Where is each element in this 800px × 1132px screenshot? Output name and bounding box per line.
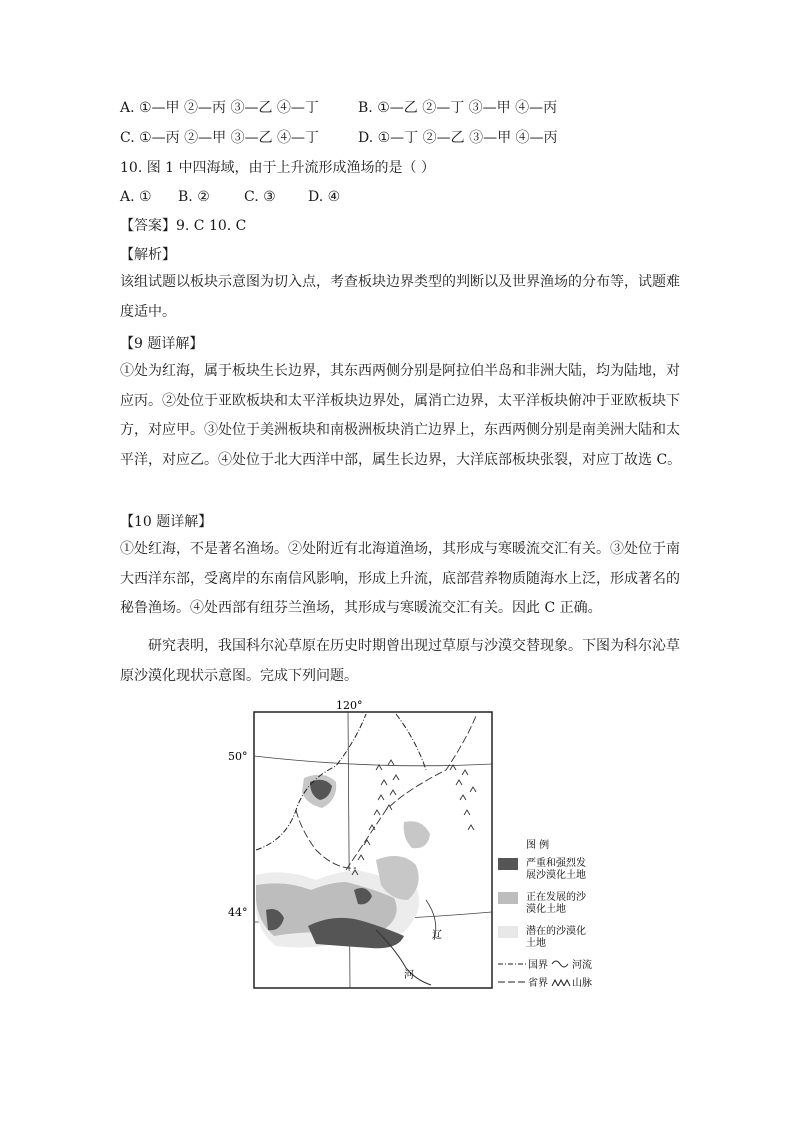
legend-mountain-symbol	[552, 980, 570, 986]
q10-option-c: C. ③	[244, 189, 276, 205]
legend-label-mountain: 山脉	[572, 978, 592, 989]
legend-label-potential-1: 潜在的沙漠化	[526, 926, 586, 937]
legend-label-developing-2: 漠化土地	[526, 904, 566, 915]
answer-line: 【答案】9. C 10. C	[120, 218, 247, 234]
q10-option-a: A. ①	[120, 189, 152, 205]
q9-option-a: A. ①—甲 ②—丙 ③—乙 ④—丁	[120, 100, 319, 116]
q10-option-b: B. ②	[178, 189, 210, 205]
intro-paragraph: 研究表明，我国科尔沁草原在历史时期曾出现过草原与沙漠交替现象。下图为科尔沁草原沙漠化现状示意图。完成下列问题。	[120, 638, 680, 684]
q9-detail-text: ①处为红海，属于板块生长边界，其东西两侧分别是阿拉伯半岛和非洲大陆，均为陆地，对应丙。②处位于亚欧板块和太平洋板块边界处，属消亡边界，太平洋板块俯冲于亚欧板块下方，对应甲。③处位于美洲板块和南极洲板块消亡边界上，东西两侧分别是南美洲大陆和太平洋，对应乙。④处位于北大西洋中部，属生长边界，大洋底部板块张裂，对应丁故选 C。	[120, 363, 682, 468]
q10-stem: 10. 图 1 中四海域，由于上升流形成渔场的是（ ）	[120, 160, 435, 176]
legend-river-symbol	[552, 961, 568, 967]
q9-option-c: C. ①—丙 ②—甲 ③—乙 ④—丁	[120, 130, 320, 146]
legend-label-river: 河流	[572, 960, 592, 971]
legend-title: 图 例	[526, 840, 550, 851]
q9-option-b: B. ①—乙 ②—丁 ③—甲 ④—丙	[358, 100, 558, 116]
legend-label-potential-2: 土地	[526, 938, 546, 949]
longitude-label: 120°	[336, 700, 363, 712]
q9-option-d: D. ①—丁 ②—乙 ③—甲 ④—丙	[358, 130, 558, 146]
latitude-top-label: 50°	[228, 750, 248, 763]
legend-label-provincial-border: 省界	[528, 978, 548, 989]
legend-swatch-developing	[498, 892, 518, 904]
legend-label-developing-1: 正在发展的沙	[526, 892, 586, 903]
river-label-liao: 辽	[432, 930, 442, 941]
legend-swatch-severe	[498, 858, 518, 870]
analysis-heading: 【解析】	[120, 247, 176, 263]
legend-label-national-border: 国界	[528, 960, 548, 971]
river-label-he: 河	[404, 970, 414, 981]
q10-option-d: D. ④	[308, 189, 341, 205]
legend-label-severe-1: 严重和强烈发	[526, 858, 586, 869]
q10-detail-text: ①处红海，不是著名渔场。②处附近有北海道渔场，其形成与寒暖流交汇有关。③处位于南大西洋东部，受离岸的东南信风影响，形成上升流，底部营养物质随海水上泛，形成著名的秘鲁渔场。④处西部有纽芬兰渔场，其形成与寒暖流交汇有关。因此 C 正确。	[120, 541, 680, 616]
legend-label-severe-2: 展沙漠化土地	[526, 870, 586, 881]
q10-detail-heading: 【10 题详解】	[120, 514, 213, 530]
horqin-desertification-map	[226, 700, 626, 1000]
map-legend	[498, 838, 592, 989]
q9-detail-heading: 【9 题详解】	[120, 336, 204, 352]
latitude-bottom-label: 44°	[228, 906, 248, 919]
legend-swatch-potential	[498, 926, 518, 938]
analysis-text: 该组试题以板块示意图为切入点，考查板块边界类型的判断以及世界渔场的分布等，试题难度适中。	[120, 274, 680, 320]
